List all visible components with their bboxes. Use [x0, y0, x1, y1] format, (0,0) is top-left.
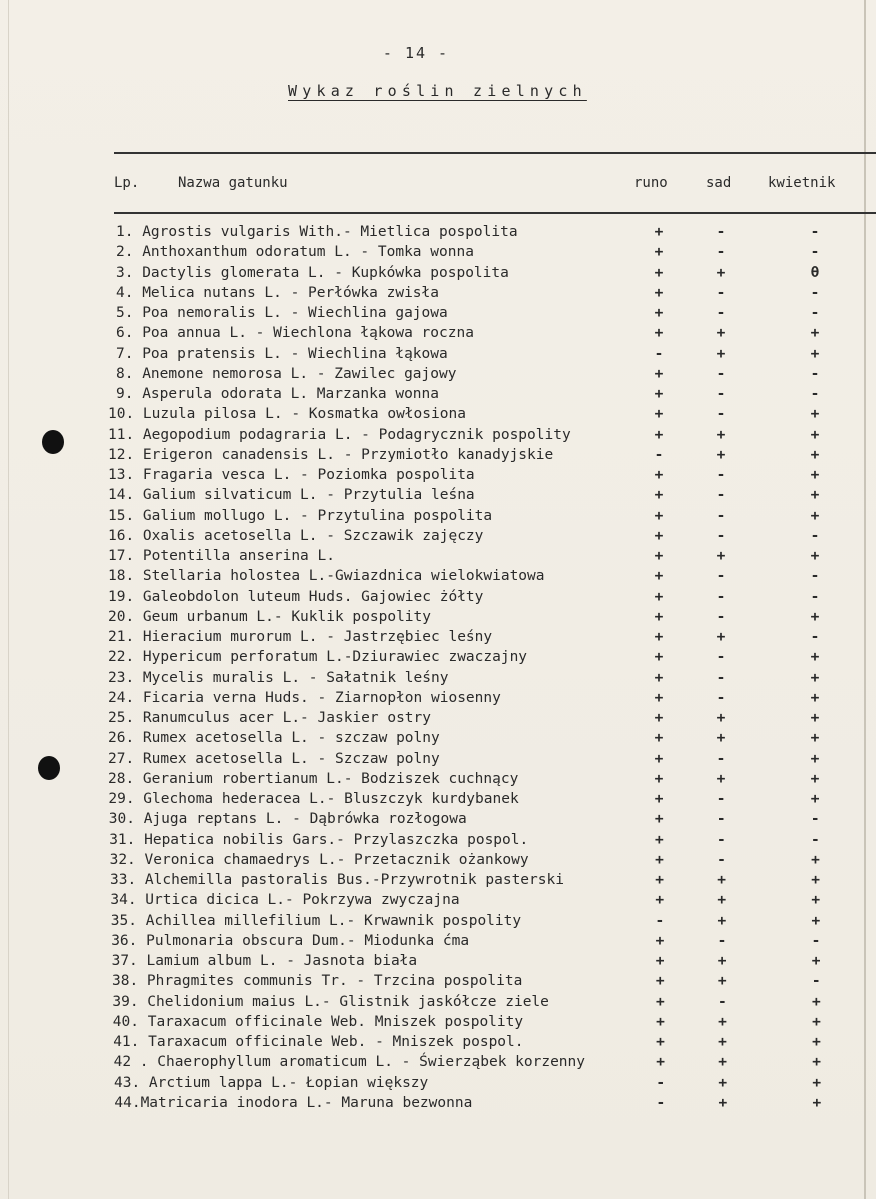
mark-sad: + — [718, 1094, 728, 1111]
table-row — [0, 548, 876, 568]
species-name: 2. Anthoxanthum odoratum L. - Tomka wonna — [116, 244, 474, 261]
mark-sad: - — [716, 588, 726, 605]
mark-kwietnik: + — [812, 1094, 822, 1111]
species-name: 44.Matricaria inodora L.- Maruna bezwonna — [114, 1094, 473, 1111]
species-name: 15. Galium mollugo L. - Przytulina pospolita — [108, 507, 493, 524]
mark-sad: + — [718, 1074, 728, 1091]
table-row — [0, 609, 876, 629]
mark-runo: + — [654, 831, 664, 848]
header-rule-bottom — [114, 212, 876, 214]
mark-kwietnik: + — [810, 406, 820, 423]
mark-runo: + — [655, 851, 664, 868]
mark-runo: + — [654, 770, 664, 787]
mark-kwietnik: - — [810, 224, 820, 240]
table-row — [0, 508, 876, 528]
mark-sad: - — [716, 507, 726, 524]
mark-runo: + — [655, 872, 664, 888]
mark-sad: + — [716, 446, 726, 463]
mark-runo: + — [655, 892, 665, 909]
table-row — [0, 1014, 876, 1034]
mark-kwietnik: - — [810, 305, 820, 321]
table-row — [0, 447, 876, 467]
mark-sad: - — [716, 811, 726, 828]
header-sad: sad — [706, 175, 732, 191]
mark-sad: + — [716, 710, 726, 726]
mark-runo: + — [654, 426, 664, 443]
table-row — [0, 791, 876, 811]
species-name: 18. Stellaria holostea L.-Gwiazdnica wielokwiatowa — [108, 568, 545, 585]
mark-runo: + — [654, 791, 664, 807]
mark-kwietnik: + — [810, 426, 820, 443]
mark-kwietnik: + — [810, 791, 820, 807]
mark-runo: + — [656, 1013, 665, 1030]
mark-kwietnik: + — [812, 1013, 821, 1030]
mark-sad: + — [717, 953, 727, 969]
mark-sad: - — [716, 608, 726, 625]
species-name: 37. Lamium album L. - Jasnota biała — [111, 953, 418, 969]
table-row — [0, 528, 876, 548]
mark-sad: - — [716, 487, 726, 504]
species-name: 5. Poa nemoralis L. - Wiechlina gajowa — [116, 305, 448, 321]
species-name: 36. Pulmonaria obscura Dum.- Miodunka ćma — [111, 932, 470, 949]
mark-runo: - — [655, 912, 665, 929]
mark-runo: + — [654, 649, 664, 666]
table-row — [0, 832, 876, 852]
species-name: 9. Asperula odorata L. Marzanka wonna — [116, 386, 440, 402]
mark-sad: - — [716, 649, 726, 666]
mark-sad: + — [718, 1034, 727, 1050]
mark-runo: + — [654, 750, 664, 767]
mark-sad: - — [716, 386, 726, 402]
table-row — [0, 224, 876, 244]
mark-sad: + — [717, 872, 726, 888]
mark-sad: - — [717, 993, 727, 1010]
table-row — [0, 771, 876, 791]
mark-sad: + — [717, 892, 727, 909]
species-name: 26. Rumex acetosella L. - szczaw polny — [108, 730, 440, 747]
mark-kwietnik: + — [810, 689, 820, 706]
table-row — [0, 589, 876, 609]
species-name: 30. Ajuga reptans L. - Dąbrówka rozłogowa — [108, 811, 467, 828]
mark-kwietnik: + — [810, 608, 820, 625]
table-row — [0, 244, 876, 264]
mark-sad: + — [718, 1013, 727, 1030]
species-name: 40. Taraxacum officinale Web. Mniszek pospolity — [112, 1013, 524, 1030]
mark-runo: + — [655, 993, 665, 1010]
mark-runo: + — [655, 953, 665, 969]
species-name: 29. Glechoma hederacea L.- Bluszczyk kurdybanek — [108, 791, 519, 807]
species-name: 3. Dactylis glomerata L. - Kupkówka pospolita — [116, 264, 509, 281]
mark-kwietnik: + — [810, 750, 820, 767]
mark-runo: + — [654, 406, 664, 423]
species-name: 17. Potentilla anserina L. — [108, 548, 335, 564]
page-number: - 14 - — [382, 44, 450, 62]
mark-sad: - — [716, 365, 726, 382]
mark-sad: + — [716, 770, 726, 787]
mark-kwietnik: + — [810, 345, 820, 362]
mark-runo: + — [654, 264, 664, 281]
mark-kwietnik: + — [811, 993, 821, 1010]
mark-kwietnik: - — [810, 284, 820, 301]
species-name: 31. Hepatica nobilis Gars.- Przylaszczka pospol. — [109, 831, 529, 848]
mark-kwietnik: + — [810, 669, 820, 686]
species-name: 24. Ficaria verna Huds. - Ziarnopłon wiosenny — [108, 689, 501, 706]
species-name: 38. Phragmites communis Tr. - Trzcina pospolita — [112, 973, 523, 990]
mark-kwietnik: + — [812, 1054, 822, 1071]
mark-runo: + — [654, 527, 664, 544]
species-name: 4. Melica nutans L. - Perłówka zwisła — [116, 284, 440, 301]
table-row — [0, 892, 876, 912]
mark-runo: - — [656, 1094, 666, 1111]
mark-sad: - — [716, 284, 726, 301]
mark-sad: - — [716, 669, 726, 686]
table-row — [0, 305, 876, 325]
species-name: 16. Oxalis acetosella L. - Szczawik zajęczy — [108, 527, 484, 544]
species-name: 19. Galeobdolon luteum Huds. Gajowiec żółty — [108, 588, 484, 605]
species-name: 39. Chelidonium maius L.- Glistnik jaskółcze ziele — [112, 993, 549, 1010]
species-name: 14. Galium silvaticum L. - Przytulia leśna — [108, 487, 475, 504]
mark-runo: + — [656, 1054, 666, 1071]
species-name: 35. Achillea millefilium L.- Krwawnik pospolity — [110, 912, 522, 929]
table-row — [0, 386, 876, 406]
species-name: 7. Poa pratensis L. - Wiechlina łąkowa — [116, 345, 448, 362]
mark-kwietnik: + — [811, 892, 821, 909]
table-header — [0, 175, 876, 195]
species-name: 43. Arctium lappa L.- Łopian większy — [114, 1074, 429, 1091]
table-row — [0, 1075, 876, 1095]
species-name: 33. Alchemilla pastoralis Bus.-Przywrotnik pasterski — [110, 872, 564, 888]
table-row — [0, 953, 876, 973]
mark-runo: + — [655, 932, 665, 949]
mark-sad: + — [718, 1054, 728, 1071]
mark-kwietnik: - — [810, 365, 820, 382]
mark-runo: + — [654, 669, 664, 686]
species-name: 21. Hieracium murorum L. - Jastrzębiec leśny — [108, 629, 493, 645]
mark-sad: + — [716, 345, 726, 362]
mark-runo: + — [654, 365, 664, 382]
mark-sad: - — [716, 750, 726, 767]
page-title: Wykaz roślin zielnych — [288, 82, 587, 100]
table-row — [0, 811, 876, 831]
species-name: 11. Aegopodium podagraria L. - Podagrycznik pospolity — [108, 426, 571, 443]
mark-sad: - — [716, 791, 726, 807]
mark-runo: + — [654, 325, 664, 342]
mark-sad: + — [716, 264, 726, 281]
mark-runo: + — [654, 548, 664, 564]
mark-runo: - — [656, 1074, 666, 1091]
mark-runo: + — [654, 588, 664, 605]
mark-kwietnik: + — [810, 548, 820, 564]
mark-kwietnik: + — [811, 872, 820, 888]
mark-sad: + — [716, 325, 726, 342]
mark-kwietnik: + — [811, 851, 820, 868]
table-row — [0, 487, 876, 507]
mark-kwietnik: + — [810, 487, 820, 504]
mark-sad: + — [716, 730, 726, 747]
table-row — [0, 852, 876, 872]
table-row — [0, 629, 876, 649]
species-name: 12. Erigeron canadensis L. - Przymiotło kanadyjskie — [108, 446, 554, 463]
mark-runo: + — [654, 730, 664, 747]
mark-kwietnik: - — [810, 568, 820, 585]
species-name: 6. Poa annua L. - Wiechlona łąkowa roczna — [116, 325, 474, 342]
header-lp: Lp. — [114, 175, 140, 191]
mark-runo: + — [654, 507, 664, 524]
mark-kwietnik: θ — [810, 264, 820, 281]
table-row — [0, 568, 876, 588]
mark-sad: - — [716, 305, 726, 321]
table-row — [0, 1034, 876, 1054]
table-row — [0, 994, 876, 1014]
species-name: 25. Ranumculus acer L.- Jaskier ostry — [108, 710, 432, 726]
mark-sad: - — [716, 406, 726, 423]
mark-kwietnik: - — [810, 811, 820, 828]
mark-runo: + — [654, 629, 664, 645]
mark-kwietnik: + — [810, 325, 820, 342]
mark-kwietnik: + — [811, 912, 821, 929]
mark-kwietnik: + — [810, 507, 820, 524]
mark-sad: + — [716, 548, 726, 564]
mark-runo: + — [654, 386, 664, 402]
mark-sad: + — [717, 912, 727, 929]
mark-runo: + — [654, 608, 664, 625]
mark-runo: + — [654, 305, 664, 321]
species-name: 23. Mycelis muralis L. - Sałatnik leśny — [108, 669, 449, 686]
mark-kwietnik: - — [811, 973, 821, 990]
header-name: Nazwa gatunku — [178, 175, 288, 191]
mark-kwietnik: - — [810, 527, 820, 544]
mark-runo: + — [656, 1034, 665, 1050]
species-name: 8. Anemone nemorosa L. - Zawilec gajowy — [116, 365, 457, 382]
mark-kwietnik: + — [810, 446, 820, 463]
table-row — [0, 872, 876, 892]
mark-runo: + — [654, 710, 664, 726]
table-row — [0, 913, 876, 933]
mark-runo: + — [654, 487, 664, 504]
mark-runo: - — [654, 345, 664, 362]
mark-sad: - — [716, 224, 726, 240]
mark-sad: + — [717, 973, 727, 990]
mark-runo: + — [654, 689, 664, 706]
mark-kwietnik: + — [810, 730, 820, 747]
table-row — [0, 710, 876, 730]
mark-kwietnik: + — [810, 770, 820, 787]
mark-runo: + — [654, 284, 664, 301]
header-runo: runo — [634, 175, 668, 191]
table-row — [0, 1054, 876, 1074]
species-name: 28. Geranium robertianum L.- Bodziszek cuchnący — [108, 770, 519, 787]
species-name: 22. Hypericum perforatum L.-Dziurawiec zwaczajny — [108, 649, 528, 666]
table-row — [0, 406, 876, 426]
mark-sad: - — [717, 851, 726, 868]
species-name: 32. Veronica chamaedrys L.- Przetacznik ożankowy — [109, 851, 529, 868]
table-row — [0, 265, 876, 285]
mark-kwietnik: + — [810, 649, 820, 666]
mark-sad: - — [716, 244, 726, 261]
species-name: 42 . Chaerophyllum aromaticum L. - Świerząbek korzenny — [113, 1054, 585, 1071]
mark-kwietnik: - — [810, 244, 820, 261]
mark-sad: - — [716, 831, 726, 848]
mark-kwietnik: + — [812, 1034, 821, 1050]
mark-sad: - — [717, 932, 727, 949]
table-row — [0, 973, 876, 993]
mark-kwietnik: + — [810, 467, 820, 483]
table-row — [0, 670, 876, 690]
mark-runo: + — [654, 568, 664, 585]
header-rule-top — [114, 152, 876, 154]
table-row — [0, 649, 876, 669]
mark-kwietnik: + — [811, 953, 821, 969]
mark-kwietnik: + — [810, 710, 820, 726]
mark-kwietnik: - — [810, 386, 820, 402]
mark-kwietnik: - — [811, 932, 821, 949]
species-name: 1. Agrostis vulgaris With.- Mietlica pospolita — [116, 224, 518, 240]
mark-runo: + — [655, 973, 665, 990]
table-row — [0, 346, 876, 366]
mark-kwietnik: - — [810, 831, 820, 848]
mark-runo: + — [654, 244, 664, 261]
mark-sad: + — [716, 426, 726, 443]
table-row — [0, 1095, 876, 1115]
species-name: 41. Taraxacum officinale Web. - Mniszek pospol. — [113, 1034, 524, 1050]
table-row — [0, 325, 876, 345]
table-row — [0, 690, 876, 710]
table-row — [0, 933, 876, 953]
species-name: 27. Rumex acetosella L. - Szczaw polny — [108, 750, 440, 767]
mark-kwietnik: - — [810, 588, 820, 605]
table-row — [0, 751, 876, 771]
table-row — [0, 285, 876, 305]
mark-kwietnik: - — [810, 629, 820, 645]
species-name: 10. Luzula pilosa L. - Kosmatka owłosiona — [108, 406, 466, 423]
mark-runo: + — [654, 811, 664, 828]
species-name: 13. Fragaria vesca L. - Poziomka pospolita — [108, 467, 475, 483]
table-row — [0, 730, 876, 750]
table-row — [0, 467, 876, 487]
mark-sad: - — [716, 467, 726, 483]
header-kwietnik: kwietnik — [768, 175, 836, 191]
mark-runo: - — [654, 446, 664, 463]
table-row — [0, 366, 876, 386]
species-name: 20. Geum urbanum L.- Kuklik pospolity — [108, 608, 432, 625]
mark-kwietnik: + — [812, 1074, 822, 1091]
mark-sad: - — [716, 568, 726, 585]
mark-sad: - — [716, 689, 726, 706]
mark-runo: + — [654, 224, 664, 240]
mark-sad: + — [716, 629, 726, 645]
mark-sad: - — [716, 527, 726, 544]
table-row — [0, 427, 876, 447]
species-name: 34. Urtica dicica L.- Pokrzywa zwyczajna — [110, 892, 460, 909]
mark-runo: + — [654, 467, 664, 483]
